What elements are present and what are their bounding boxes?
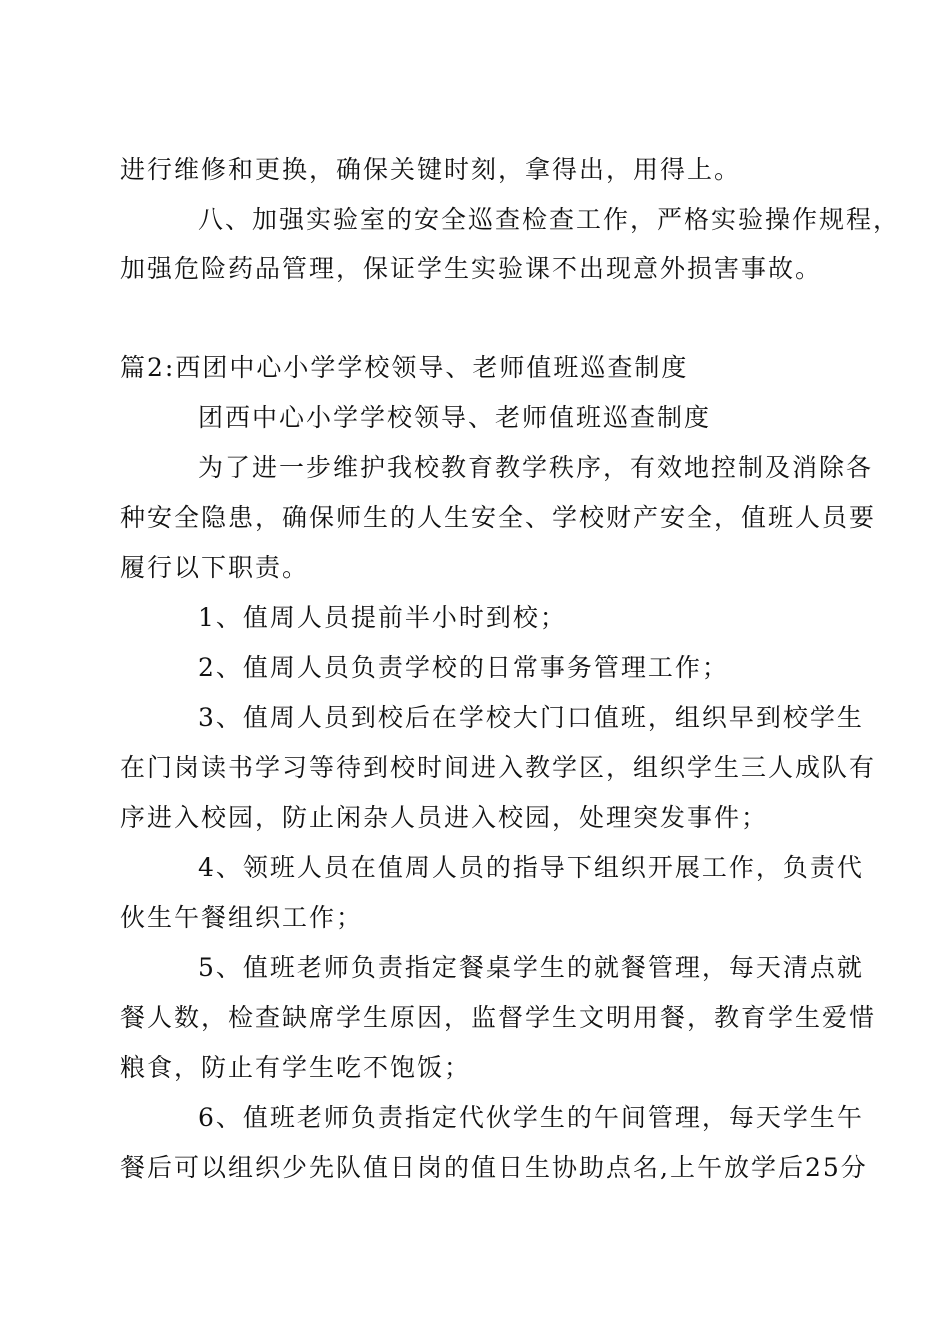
section-heading: 篇2:西团中心小学学校领导、老师值班巡查制度 bbox=[120, 353, 689, 382]
text-line: 伙生午餐组织工作； bbox=[120, 903, 364, 932]
text-line: 进行维修和更换，确保关键时刻，拿得出，用得上。 bbox=[120, 155, 742, 184]
text-line: 餐人数，检查缺席学生原因，监督学生文明用餐，教育学生爱惜 bbox=[120, 1003, 877, 1032]
list-item: 5、值班老师负责指定餐桌学生的就餐管理，每天清点就 bbox=[198, 953, 864, 982]
text-line: 八、加强实验室的安全巡查检查工作，严格实验操作规程， bbox=[198, 205, 901, 234]
text-line: 加强危险药品管理，保证学生实验课不出现意外损害事故。 bbox=[120, 254, 823, 283]
section-title: 团西中心小学学校领导、老师值班巡查制度 bbox=[198, 403, 712, 432]
text-line: 序进入校园，防止闲杂人员进入校园，处理突发事件； bbox=[120, 803, 769, 832]
text-line: 粮食，防止有学生吃不饱饭； bbox=[120, 1053, 472, 1082]
text-line: 种安全隐患，确保师生的人生安全、学校财产安全，值班人员要 bbox=[120, 503, 877, 532]
list-item: 4、领班人员在值周人员的指导下组织开展工作，负责代 bbox=[198, 853, 864, 882]
list-item: 3、值周人员到校后在学校大门口值班，组织早到校学生 bbox=[198, 703, 864, 732]
text-line: 餐后可以组织少先队值日岗的值日生协助点名,上午放学后25分 bbox=[120, 1153, 868, 1182]
text-line: 履行以下职责。 bbox=[120, 553, 310, 582]
list-item: 6、值班老师负责指定代伙学生的午间管理，每天学生午 bbox=[198, 1103, 864, 1132]
list-item: 2、值周人员负责学校的日常事务管理工作； bbox=[198, 653, 729, 682]
text-line: 为了进一步维护我校教育教学秩序，有效地控制及消除各 bbox=[198, 453, 874, 482]
text-line: 在门岗读书学习等待到校时间进入教学区，组织学生三人成队有 bbox=[120, 753, 877, 782]
list-item: 1、值周人员提前半小时到校； bbox=[198, 603, 567, 632]
